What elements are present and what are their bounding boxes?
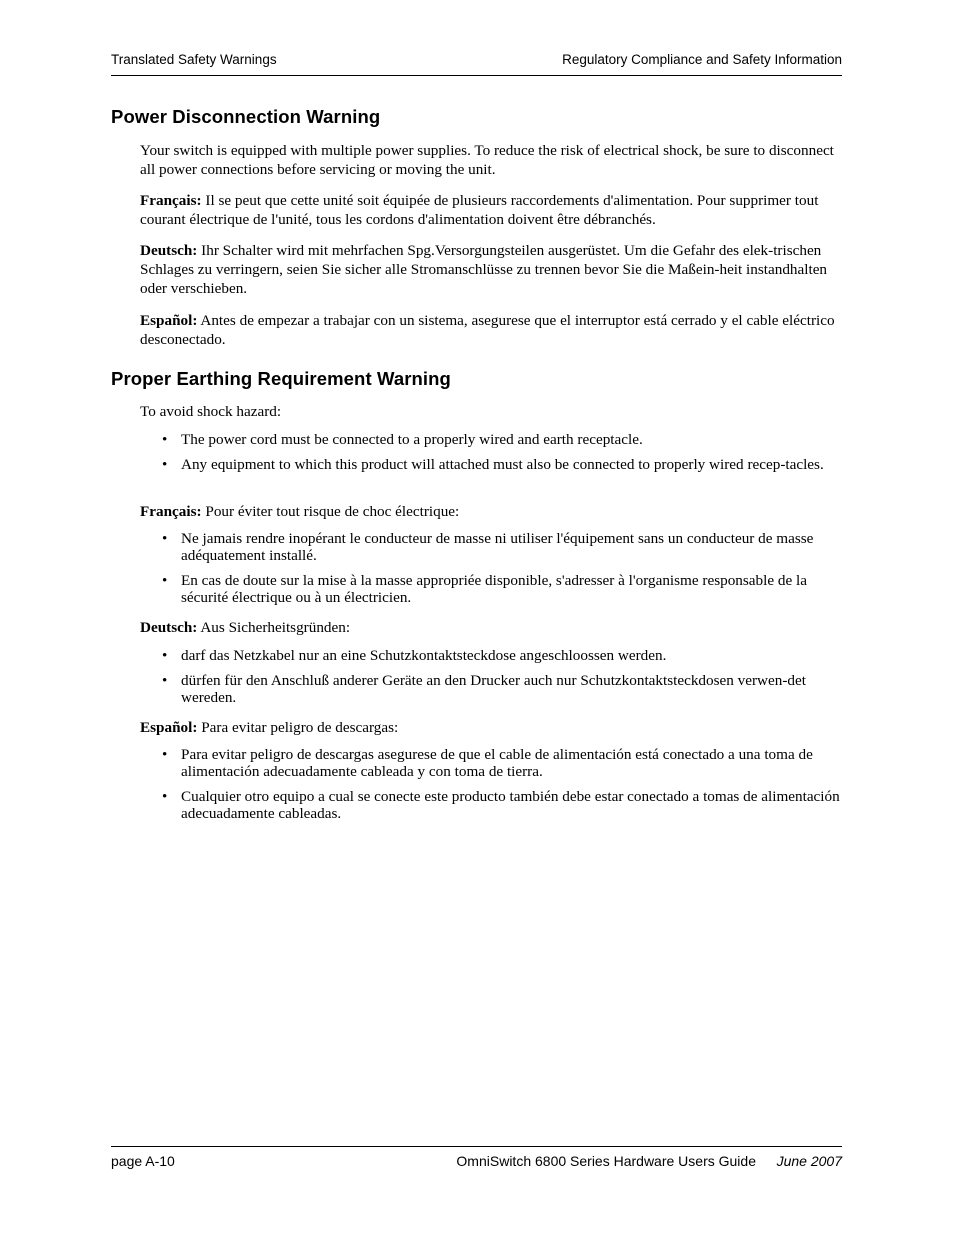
- francais-text: Il se peut que cette unité soit équipée de plusieurs raccordements d'alimentation. Pour supprimer tout courant électrique de l'unité, tous les cordons d'alimentation doivent être débranchés.: [140, 192, 819, 228]
- publication-date: June 2007: [776, 1153, 842, 1169]
- deutsch-label: Deutsch:: [140, 242, 198, 259]
- francais-bullet-list: [160, 530, 842, 606]
- earthing-espanol-intro: [140, 718, 842, 737]
- espanol-bullet-list: [160, 746, 842, 822]
- power-francais-paragraph: [140, 191, 842, 229]
- espanol-text: Para evitar peligro de descargas:: [197, 719, 399, 736]
- power-deutsch-paragraph: [140, 241, 842, 298]
- list-item: • The power cord must be connected to a properly wired and earth receptacle.: [162, 431, 643, 448]
- deutsch-text: Aus Sicherheitsgründen:: [197, 619, 351, 636]
- page-number: page A-10: [111, 1153, 175, 1169]
- power-intro-paragraph: Your switch is equipped with multiple power supplies. To reduce the risk of electrical shock, be sure to disconnect all power connections before servicing or moving the unit.: [140, 142, 834, 178]
- section-title-power-disconnection: Power Disconnection Warning: [111, 106, 381, 127]
- power-espanol-paragraph: [140, 311, 842, 349]
- page-footer: [111, 1146, 842, 1169]
- francais-text: Pour éviter tout risque de choc électrique:: [201, 503, 460, 520]
- espanol-label: Español:: [140, 312, 198, 329]
- list-item: • darf das Netzkabel nur an eine Schutzkontaktsteckdose angeschloossen werden.: [162, 647, 667, 664]
- list-item: • Para evitar peligro de descargas asegurese de que el cable de alimentación está conectado a una toma de alimentación adecuadamente cableada y con toma de tierra.: [162, 746, 813, 780]
- guide-title: OmniSwitch 6800 Series Hardware Users Guide: [456, 1153, 756, 1169]
- section-title-earthing: Proper Earthing Requirement Warning: [111, 368, 451, 389]
- francais-label: Français:: [140, 503, 202, 520]
- earthing-deutsch-intro: [140, 618, 842, 637]
- list-item: • En cas de doute sur la mise à la masse appropriée disponible, s'adresser à l'organisme responsable de la sécurité électrique ou à un électricien.: [162, 572, 807, 606]
- earthing-intro: To avoid shock hazard:: [140, 403, 282, 420]
- deutsch-text: Ihr Schalter wird mit mehrfachen Spg.Versorgungsteilen ausgerüstet. Um die Gefahr des elek-trischen Schlages zu verringern, seien Sie sicher alle Stromanschlüsse zu trennen bevor Sie die Maßein-heit instandhalten oder verschieben.: [140, 242, 828, 297]
- francais-label: Français:: [140, 192, 202, 209]
- list-item: • dürfen für den Anschluß anderer Geräte an den Drucker auch nur Schutzkontaktsteckdosen verwen-det wereden.: [162, 672, 806, 706]
- earthing-francais-intro: [140, 502, 842, 521]
- page-header: [111, 51, 842, 76]
- deutsch-label: Deutsch:: [140, 619, 198, 636]
- espanol-label: Español:: [140, 719, 198, 736]
- header-left-text: Translated Safety Warnings: [111, 52, 277, 67]
- list-item: • Any equipment to which this product will attached must also be connected to properly wired recep-tacles.: [162, 456, 824, 473]
- english-bullet-list: [160, 431, 842, 473]
- header-right-text: Regulatory Compliance and Safety Information: [562, 52, 842, 67]
- espanol-text: Antes de empezar a trabajar con un sistema, asegurese que el interruptor está cerrado y el cable eléctrico desconectado.: [140, 312, 835, 348]
- deutsch-bullet-list: [160, 647, 842, 706]
- list-item: • Ne jamais rendre inopérant le conducteur de masse ni utiliser l'équipement sans un conducteur de masse adéquatement installé.: [162, 530, 814, 564]
- list-item: • Cualquier otro equipo a cual se conecte este producto también debe estar conectado a tomas de alimentación adecuadamente cableadas.: [162, 788, 840, 822]
